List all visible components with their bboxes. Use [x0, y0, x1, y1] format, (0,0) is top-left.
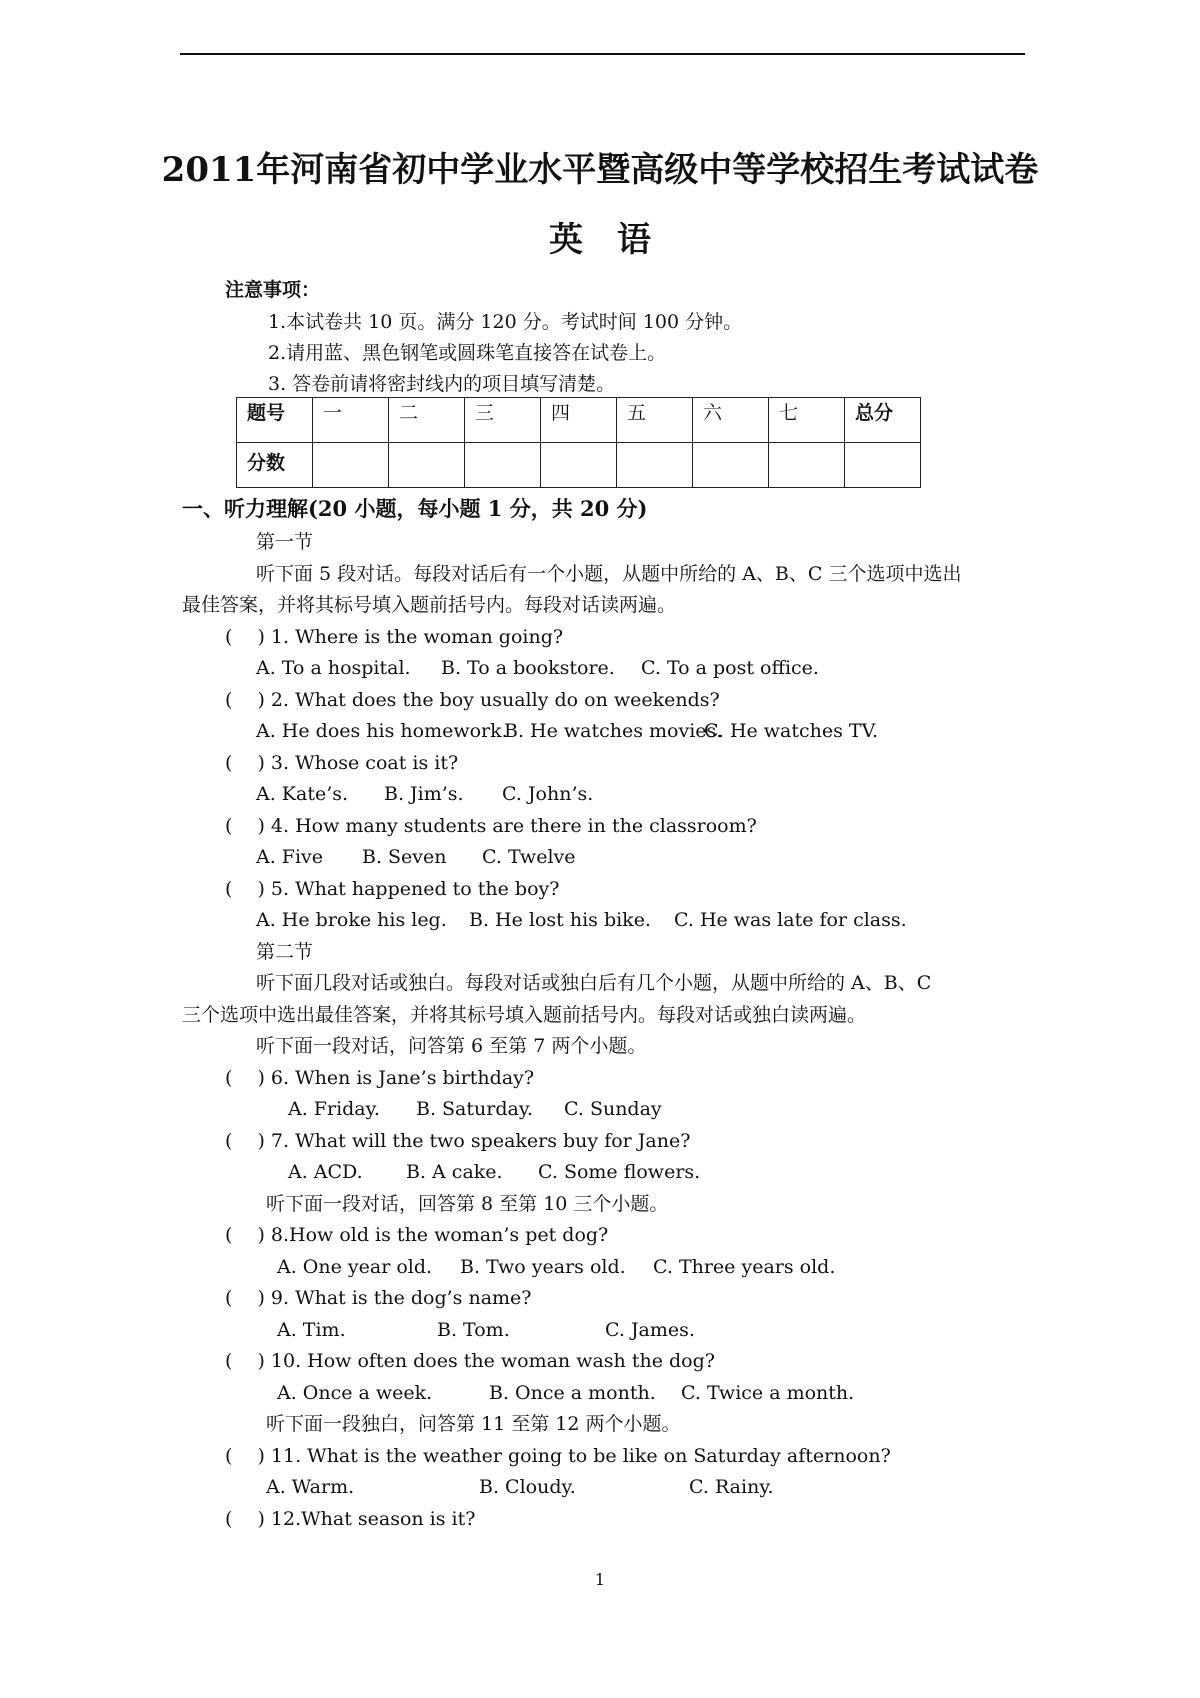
- option-b: B. To a bookstore.: [441, 657, 615, 679]
- score-blank[interactable]: [541, 443, 617, 488]
- option-b: B. Tom.: [437, 1319, 510, 1341]
- question-7: ( ) 7. What will the two speakers buy for Jane?: [225, 1130, 691, 1152]
- score-blank[interactable]: [465, 443, 541, 488]
- option-b: B. Seven: [362, 846, 447, 868]
- option-a: A. ACD.: [288, 1161, 363, 1183]
- question-4: ( ) 4. How many students are there in the classroom?: [225, 815, 757, 837]
- subject-title: 英 语: [549, 220, 651, 260]
- option-c: C. Twice a month.: [681, 1382, 855, 1404]
- score-cell-3: 三: [465, 398, 541, 443]
- score-table: [236, 397, 921, 488]
- option-c: C. John’s.: [502, 783, 594, 805]
- option-b: B. Once a month.: [489, 1382, 656, 1404]
- score-blank[interactable]: [617, 443, 693, 488]
- option-a: A. To a hospital.: [256, 657, 411, 679]
- part-1-instruction-line-1: 听下面 5 段对话。每段对话后有一个小题，从题中所给的 A、B、C 三个选项中选出: [256, 563, 962, 585]
- note-item-3: 3. 答卷前请将密封线内的项目填写清楚。: [268, 373, 616, 395]
- score-cell-5: 五: [617, 398, 693, 443]
- option-c: C. Rainy.: [689, 1476, 774, 1498]
- score-blank[interactable]: [693, 443, 769, 488]
- part-1-label: 第一节: [256, 531, 314, 553]
- question-2: ( ) 2. What does the boy usually do on weekends?: [225, 689, 720, 711]
- option-a: A. Tim.: [277, 1319, 346, 1341]
- question-11: ( ) 11. What is the weather going to be like on Saturday afternoon?: [225, 1445, 891, 1467]
- options-5: [256, 908, 907, 932]
- note-item-2: 2.请用蓝、黑色钢笔或圆珠笔直接答在试卷上。: [268, 342, 667, 364]
- question-8: ( ) 8.How old is the woman’s pet dog?: [225, 1224, 609, 1246]
- part-1-instruction-line-2: 最佳答案，并将其标号填入题前括号内。每段对话读两遍。: [182, 594, 677, 616]
- option-c: C. Sunday: [564, 1098, 662, 1120]
- option-b: B. Cloudy.: [479, 1476, 576, 1498]
- score-blank[interactable]: [313, 443, 389, 488]
- options-8: [277, 1255, 835, 1279]
- option-c: C. Twelve: [482, 846, 576, 868]
- question-1: ( ) 1. Where is the woman going?: [225, 626, 564, 648]
- options-2: [256, 719, 878, 743]
- part-2-instruction-line-2: 三个选项中选出最佳答案，并将其标号填入题前括号内。每段对话或独白读两遍。: [182, 1004, 867, 1026]
- option-a: A. One year old.: [277, 1256, 433, 1278]
- score-cell-total: 总分: [845, 398, 921, 443]
- option-b: B. He watches movies.: [504, 720, 723, 742]
- score-blank[interactable]: [389, 443, 465, 488]
- options-9: [277, 1318, 695, 1342]
- question-10: ( ) 10. How often does the woman wash the dog?: [225, 1350, 715, 1372]
- score-cell-2: 二: [389, 398, 465, 443]
- option-a: A. He does his homework.: [256, 720, 508, 742]
- option-b: B. Jim’s.: [384, 783, 464, 805]
- option-b: B. He lost his bike.: [469, 909, 651, 931]
- page-number: 1: [594, 1570, 606, 1589]
- section-1-heading: 一、听力理解(20 小题，每小题 1 分，共 20 分): [182, 496, 648, 521]
- option-c: C. Three years old.: [653, 1256, 836, 1278]
- header-rule: [180, 53, 1025, 55]
- score-table-score-row: [237, 443, 921, 488]
- option-a: A. Five: [256, 846, 324, 868]
- dialog-8-10-instruction: 听下面一段对话，回答第 8 至第 10 三个小题。: [266, 1193, 669, 1215]
- options-7: [288, 1160, 700, 1184]
- score-cell-6: 六: [693, 398, 769, 443]
- option-a: A. He broke his leg.: [256, 909, 447, 931]
- option-c: C. He was late for class.: [674, 909, 907, 931]
- options-11: [266, 1475, 774, 1499]
- score-cell-label: 题号: [237, 398, 313, 443]
- question-3: ( ) 3. Whose coat is it?: [225, 752, 459, 774]
- part-2-label: 第二节: [256, 941, 314, 963]
- options-4: [256, 845, 576, 869]
- score-row-label: 分数: [237, 443, 313, 488]
- option-b: B. A cake.: [406, 1161, 503, 1183]
- score-blank[interactable]: [845, 443, 921, 488]
- options-1: [256, 656, 819, 680]
- score-table-header-row: [237, 398, 921, 443]
- part-2-instruction-line-1: 听下面几段对话或独白。每段对话或独白后有几个小题，从题中所给的 A、B、C: [256, 972, 932, 994]
- question-9: ( ) 9. What is the dog’s name?: [225, 1287, 532, 1309]
- monologue-11-12-instruction: 听下面一段独白，问答第 11 至第 12 两个小题。: [266, 1413, 681, 1435]
- option-c: C. Some flowers.: [538, 1161, 701, 1183]
- score-blank[interactable]: [769, 443, 845, 488]
- option-c: C. He watches TV.: [704, 720, 879, 742]
- note-item-1: 1.本试卷共 10 页。满分 120 分。考试时间 100 分钟。: [268, 311, 743, 333]
- question-5: ( ) 5. What happened to the boy?: [225, 878, 560, 900]
- option-a: A. Once a week.: [277, 1382, 433, 1404]
- options-3: [256, 782, 593, 806]
- notes-heading: 注意事项：: [225, 279, 321, 301]
- dialog-6-7-instruction: 听下面一段对话，问答第 6 至第 7 两个小题。: [256, 1035, 647, 1057]
- option-b: B. Two years old.: [460, 1256, 626, 1278]
- options-10: [277, 1381, 854, 1405]
- question-6: ( ) 6. When is Jane’s birthday?: [225, 1067, 535, 1089]
- score-cell-1: 一: [313, 398, 389, 443]
- score-cell-4: 四: [541, 398, 617, 443]
- score-cell-7: 七: [769, 398, 845, 443]
- option-c: C. To a post office.: [641, 657, 819, 679]
- option-a: A. Kate’s.: [256, 783, 349, 805]
- option-c: C. James.: [605, 1319, 695, 1341]
- exam-title: 2011年河南省初中学业水平暨高级中等学校招生考试试卷: [161, 150, 1039, 190]
- option-a: A. Warm.: [266, 1476, 355, 1498]
- option-b: B. Saturday.: [416, 1098, 534, 1120]
- option-a: A. Friday.: [288, 1098, 380, 1120]
- options-6: [288, 1097, 662, 1121]
- question-12: ( ) 12.What season is it?: [225, 1508, 476, 1530]
